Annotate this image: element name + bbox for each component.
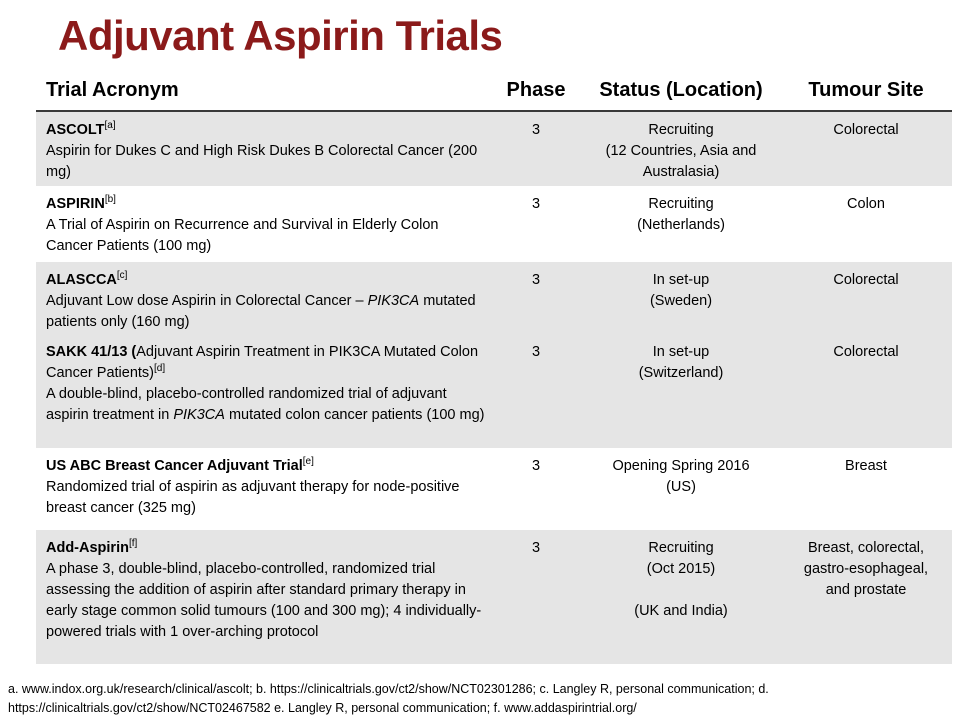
tumour-cell: Colorectal [833, 344, 899, 360]
trial-description: A phase 3, double-blind, placebo-controlled, randomized trial assessing the addition of aspirin after standard primary therapy in early stage common solid tumours (100 and 300 mg); 4 individually-powered trials with 1 over-arching protocol [46, 561, 482, 640]
tumour-cell: Breast, colorectal, gastro-esophageal, and prostate [803, 540, 929, 598]
table-row [36, 112, 952, 186]
status-cell [591, 538, 771, 622]
status-date: (Oct 2015) [646, 561, 716, 577]
status-text: Opening Spring 2016 [612, 458, 750, 474]
tumour-cell: Breast [845, 458, 887, 474]
status-cell [591, 270, 771, 312]
status-location: (Sweden) [649, 293, 713, 309]
trial-reference: [d] [154, 363, 166, 374]
trial-description: Randomized trial of aspirin as adjuvant therapy for node-positive breast cancer (325 mg) [46, 479, 460, 516]
status-cell [591, 194, 771, 236]
trial-full-name: Adjuvant Aspirin Treatment in PIK3CA Mutated Colon Cancer Patients) [46, 344, 479, 381]
trial-acronym: ASCOLT [46, 122, 105, 138]
trial-description: A Trial of Aspirin on Recurrence and Survival in Elderly Colon Cancer Patients (100 mg) [46, 217, 439, 254]
status-location: (UK and India) [634, 603, 728, 619]
status-text: Recruiting [648, 540, 714, 556]
table-header [36, 74, 952, 112]
table-row [36, 186, 952, 262]
trial-acronym: ASPIRIN [46, 196, 105, 212]
table-row [36, 530, 952, 664]
trial-description: Aspirin for Dukes C and High Risk Dukes B Colorectal Cancer (200 mg) [46, 143, 478, 180]
status-location: (Switzerland) [638, 365, 724, 381]
trial-reference: [f] [128, 538, 138, 549]
phase-cell: 3 [531, 458, 541, 474]
trial-reference: [b] [104, 194, 116, 205]
trial-cell [46, 456, 486, 519]
trial-description: Adjuvant Low dose Aspirin in Colorectal Cancer – PIK3CA mutated patients only (160 mg) [46, 293, 476, 330]
trial-reference: [e] [302, 456, 314, 467]
trial-acronym: Add-Aspirin [46, 540, 129, 556]
tumour-cell: Colorectal [833, 272, 899, 288]
trial-reference: [c] [116, 270, 128, 281]
table-row [36, 448, 952, 530]
trial-acronym: US ABC Breast Cancer Adjuvant Trial [46, 458, 303, 474]
phase-cell: 3 [531, 344, 541, 360]
status-location: (Netherlands) [637, 217, 725, 233]
phase-cell: 3 [531, 122, 541, 138]
status-cell [591, 120, 771, 183]
trial-cell: SAKK 41/13 (Adjuvant Aspirin Treatment in PIK3CA Mutated Colon Cancer Patients)[d] A double-blind, placebo-controlled randomized trial of adjuvant aspirin treatment in PIK3CA mutated colon cancer patients (100 mg) [46, 344, 485, 423]
trial-cell [46, 194, 486, 257]
phase-cell: 3 [531, 196, 541, 212]
status-cell [591, 342, 771, 384]
trial-description: A double-blind, placebo-controlled randomized trial of adjuvant aspirin treatment in PIK3CA mutated colon cancer patients (100 mg) [46, 386, 485, 423]
tumour-cell: Colorectal [833, 122, 899, 138]
footnote-references: a. www.indox.org.uk/research/clinical/ascolt; b. https://clinicaltrials.gov/ct2/show/NCT02301286; c. Langley R, personal communication; d. https://clinicaltrials.gov/ct2/show/NCT02467582 e. Langley R, personal communication; f. www.addaspirintrial.org/ [8, 682, 769, 715]
tumour-cell: Colon [847, 196, 885, 212]
column-header-phase: Phase [506, 79, 566, 101]
page-title: Adjuvant Aspirin Trials [58, 12, 503, 59]
table-row-group [36, 262, 952, 448]
status-text: In set-up [652, 344, 710, 360]
trial-acronym: SAKK 41/13 [46, 344, 128, 360]
column-header-status: Status (Location) [599, 79, 763, 101]
column-header-tumour: Tumour Site [808, 79, 924, 101]
trial-cell [46, 270, 486, 333]
trial-acronym: ALASCCA [46, 272, 117, 288]
status-cell [591, 456, 771, 498]
status-location: (12 Countries, Asia and Australasia) [605, 143, 757, 180]
status-text: Recruiting [648, 196, 714, 212]
status-location: (US) [666, 479, 696, 495]
phase-cell: 3 [531, 540, 541, 556]
column-header-trial: Trial Acronym [46, 79, 179, 101]
trial-cell [46, 120, 486, 183]
trial-reference: [a] [104, 120, 116, 131]
trial-cell [46, 538, 486, 643]
phase-cell: 3 [531, 272, 541, 288]
status-text: Recruiting [648, 122, 714, 138]
status-text: In set-up [652, 272, 710, 288]
